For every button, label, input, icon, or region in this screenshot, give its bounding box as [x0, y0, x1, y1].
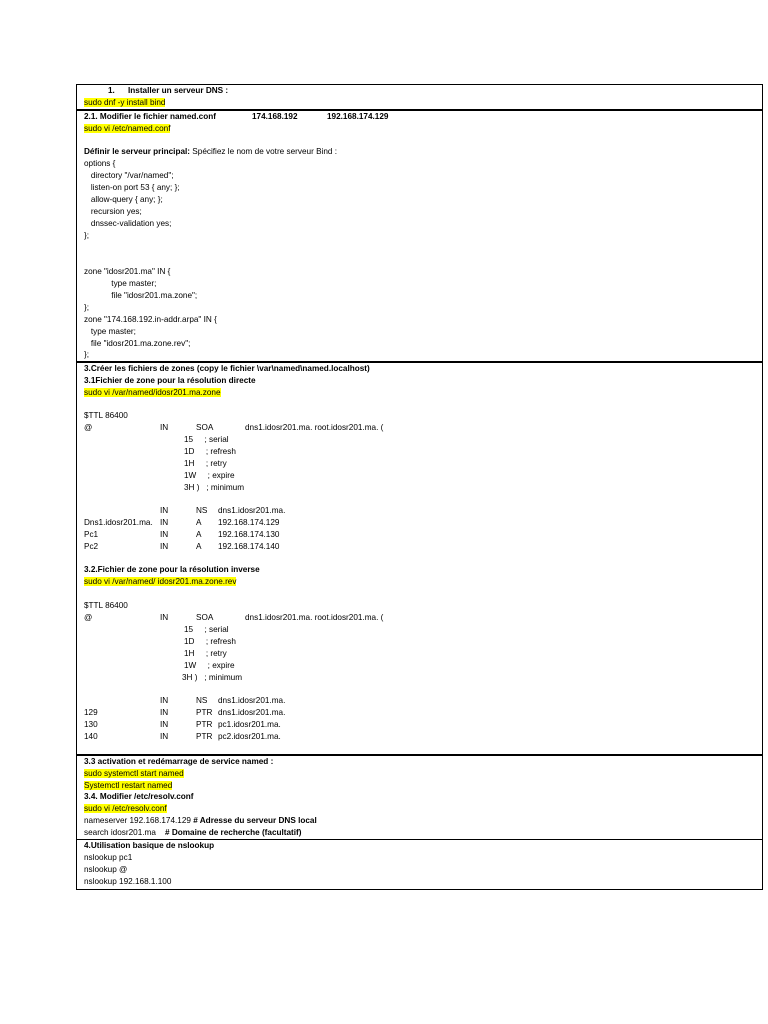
section33-command1	[84, 769, 184, 779]
timer-line: 1W ; expire	[184, 661, 235, 670]
record-class: IN	[160, 696, 169, 705]
section1-command	[84, 98, 165, 108]
section3-command2	[84, 577, 236, 587]
record-type: NS	[196, 696, 208, 705]
row-separator	[76, 109, 763, 111]
record-name: Pc1	[84, 530, 99, 539]
record-class: IN	[160, 708, 169, 717]
soa-at: @	[84, 613, 93, 622]
section33-command2	[84, 781, 172, 791]
define-server-line	[84, 147, 337, 157]
section1-number: 1.	[108, 86, 115, 95]
zone-line: type master;	[84, 327, 136, 336]
timer-line: 3H ) ; minimum	[182, 673, 243, 682]
timer-line: 15 ; serial	[184, 435, 229, 444]
nameserver-line	[84, 816, 317, 826]
section3-title: 3.Créer les fichiers de zones (copy le fichier \var\named\named.localhost)	[84, 364, 370, 373]
record-type: PTR	[196, 708, 213, 717]
record-type: A	[196, 530, 202, 539]
section2-title: 2.1. Modifier le fichier named.conf	[84, 112, 216, 121]
options-line: listen-on port 53 { any; };	[84, 183, 180, 192]
section3-command1-text: sudo vi /var/named/idosr201.ma.zone	[84, 388, 221, 397]
record-name: Dns1.idosr201.ma.	[84, 518, 153, 527]
row-separator	[76, 839, 763, 840]
define-server-text: Spécifiez le nom de votre serveur Bind :	[190, 147, 338, 156]
search-comment: # Domaine de recherche (facultatif)	[165, 828, 302, 837]
record-value: dns1.idosr201.ma.	[218, 506, 286, 515]
options-line: allow-query { any; };	[84, 195, 163, 204]
zone-line: zone "idosr201.ma" IN {	[84, 267, 171, 276]
soa-value: dns1.idosr201.ma. root.idosr201.ma. (	[245, 613, 384, 622]
record-name: 130	[84, 720, 98, 729]
record-value: pc2.idosr201.ma.	[218, 732, 281, 741]
section34-title: 3.4. Modifier /etc/resolv.conf	[84, 792, 194, 801]
soa-value: dns1.idosr201.ma. root.idosr201.ma. (	[245, 423, 384, 432]
record-type: NS	[196, 506, 208, 515]
record-name: 129	[84, 708, 98, 717]
nameserver-text: nameserver 192.168.174.129	[84, 816, 194, 825]
nslookup-line: nslookup 192.168.1.100	[84, 877, 172, 886]
section1-title: Installer un serveur DNS :	[128, 86, 229, 95]
record-class: IN	[160, 530, 169, 539]
section33-title: 3.3 activation et redémarrage de service named :	[84, 757, 274, 766]
section2-command	[84, 124, 170, 134]
nameserver-comment: # Adresse du serveur DNS local	[193, 816, 317, 825]
section2-ip1: 174.168.192	[252, 112, 298, 121]
record-value: 192.168.174.130	[218, 530, 280, 539]
record-type: A	[196, 518, 202, 527]
zone-line: zone "174.168.192.in-addr.arpa" IN {	[84, 315, 217, 324]
timer-line: 3H ) ; minimum	[184, 483, 245, 492]
section2-ip2: 192.168.174.129	[327, 112, 389, 121]
record-class: IN	[160, 506, 169, 515]
section3-command2-text: sudo vi /var/named/ idosr201.ma.zone.rev	[84, 577, 237, 586]
section34-command	[84, 804, 167, 814]
record-name: Pc2	[84, 542, 99, 551]
timer-line: 1H ; retry	[184, 649, 227, 658]
soa-class: IN	[160, 613, 169, 622]
timer-line: 1W ; expire	[184, 471, 235, 480]
search-text: search idosr201.ma	[84, 828, 166, 837]
row-separator	[76, 361, 763, 363]
record-class: IN	[160, 518, 169, 527]
zone-line: file "idosr201.ma.zone.rev";	[84, 339, 191, 348]
timer-line: 1H ; retry	[184, 459, 227, 468]
timer-line: 1D ; refresh	[184, 447, 236, 456]
timer-line: 15 ; serial	[184, 625, 229, 634]
zone-line: type master;	[84, 279, 157, 288]
zone-line: };	[84, 303, 90, 312]
ttl-line: $TTL 86400	[84, 601, 128, 610]
record-value: dns1.idosr201.ma.	[218, 696, 286, 705]
options-line: recursion yes;	[84, 207, 142, 216]
record-class: IN	[160, 732, 169, 741]
section33-command1-text: sudo systemctl start named	[84, 769, 184, 778]
options-line: dnssec-validation yes;	[84, 219, 172, 228]
section3-sub1: 3.1Fichier de zone pour la résolution directe	[84, 376, 256, 385]
nslookup-line: nslookup pc1	[84, 853, 133, 862]
record-type: PTR	[196, 720, 213, 729]
row-separator	[76, 754, 763, 756]
section3-sub2: 3.2.Fichier de zone pour la résolution inverse	[84, 565, 260, 574]
section1-command-text: sudo dnf -y install bind	[84, 98, 166, 107]
options-line: };	[84, 231, 90, 240]
section2-command-text: sudo vi /etc/named.conf	[84, 124, 171, 133]
nslookup-line: nslookup @	[84, 865, 128, 874]
soa-type: SOA	[196, 613, 214, 622]
search-line	[84, 828, 302, 838]
record-value: dns1.idosr201.ma.	[218, 708, 286, 717]
zone-line: file "idosr201.ma.zone";	[84, 291, 198, 300]
record-value: 192.168.174.129	[218, 518, 280, 527]
section4-title: 4.Utilisation basique de nslookup	[84, 841, 215, 850]
record-type: PTR	[196, 732, 213, 741]
record-value: pc1.idosr201.ma.	[218, 720, 281, 729]
timer-line: 1D ; refresh	[184, 637, 236, 646]
soa-class: IN	[160, 423, 169, 432]
soa-at: @	[84, 423, 93, 432]
section3-command1	[84, 388, 221, 398]
section34-command-text: sudo vi /etc/resolv.conf	[84, 804, 167, 813]
record-value: 192.168.174.140	[218, 542, 280, 551]
section33-command2-text: Systemctl restart named	[84, 781, 173, 790]
options-line: options {	[84, 159, 116, 168]
record-name: 140	[84, 732, 98, 741]
define-server-label: Définir le serveur principal:	[84, 147, 191, 156]
record-class: IN	[160, 720, 169, 729]
options-line: directory "/var/named";	[84, 171, 174, 180]
ttl-line: $TTL 86400	[84, 411, 128, 420]
zone-line: };	[84, 350, 90, 359]
soa-type: SOA	[196, 423, 214, 432]
record-class: IN	[160, 542, 169, 551]
record-type: A	[196, 542, 202, 551]
